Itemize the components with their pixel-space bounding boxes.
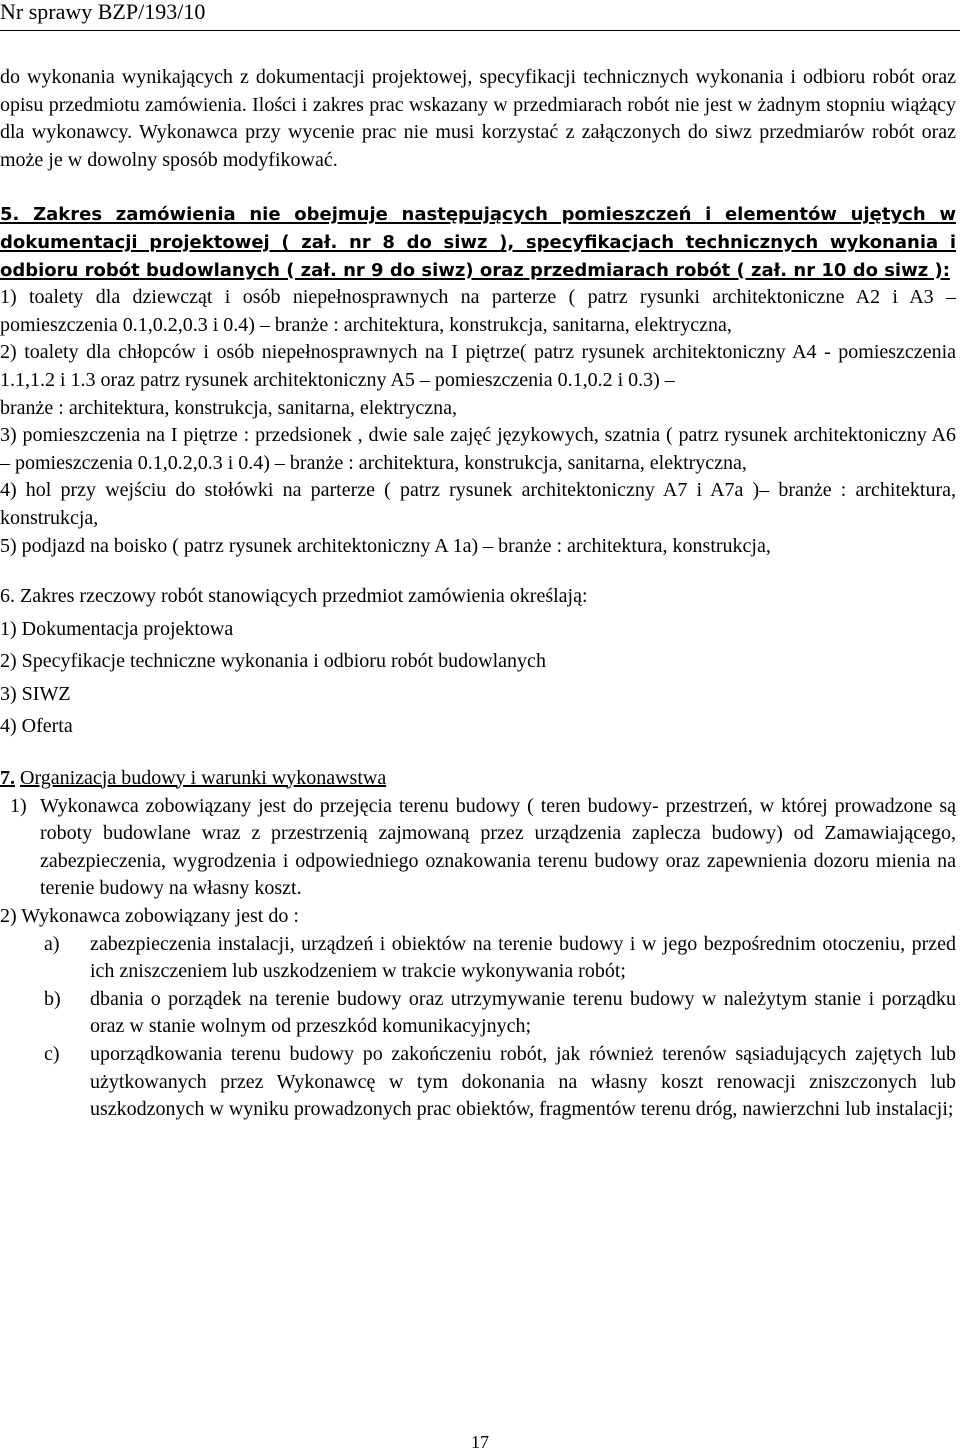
subitem-key: b) — [44, 987, 61, 1010]
section-7-title: Organizacja budowy i warunki wykonawstwa — [20, 766, 387, 789]
section-5-item: 5) podjazd na boisko ( patrz rysunek architektoniczny A 1a) – branże : architektura, konstrukcja, — [0, 534, 771, 557]
subitem-text: uporządkowania terenu budowy po zakończeniu robót, jak również terenów sąsiadujących zajętych lub użytkowanych przez Wykonawcę w tym dokonania na własny koszt renowacji zniszczonych lub uszkodzonych w wyniku prowadzonych prac obiektów, fragmentów terenu dróg, nawierzchni lub instalacji; — [90, 1042, 956, 1121]
section-5-item: 4) hol przy wejściu do stołówki na parterze ( patrz rysunek architektoniczny A7 i A7a )– branże : architektura, konstrukcja, — [0, 479, 956, 529]
subitem-text: zabezpieczenia instalacji, urządzeń i obiektów na terenie budowy i w jego bezpośrednim otoczeniu, przed ich zniszczeniem lub uszkodzeniem w trakcie wykonywania robót; — [90, 932, 956, 983]
intro-paragraph: do wykonania wynikających z dokumentacji projektowej, specyfikacji technicznych wykonania i odbioru robót oraz opisu przedmiotu zamówienia. Ilości i zakres prac wskazany w przedmiarach robót nie jest w żadnym stopniu wiążący dla wykonawcy. Wykonawca przy wycenie prac nie musi korzystać z załączonych do siwz przedmiarów robót oraz może je w dowolny sposób modyfikować. — [0, 66, 956, 171]
section-6-item: 3) SIWZ — [0, 682, 71, 705]
section-5-item: 3) pomieszczenia na I piętrze : przedsionek , dwie sale zajęć językowych, szatnia ( patrz rysunek architektoniczny A6 – pomieszczenia 0.1,0.2,0.3 i 0.4) – branże : architektura, konstrukcja, sanitarna, elektryczna, — [0, 424, 956, 474]
section-7-item-1 — [0, 793, 956, 903]
subitem-key: a) — [44, 932, 60, 955]
section-6 — [0, 580, 956, 743]
page-number: 17 — [471, 1432, 489, 1452]
section-7-number: 7. — [0, 766, 15, 789]
subitem-key: c) — [44, 1042, 60, 1065]
section-6-item: 1) Dokumentacja projektowa — [0, 617, 234, 640]
section-6-heading: 6. Zakres rzeczowy robót stanowiących przedmiot zamówienia określają: — [0, 585, 588, 608]
case-number-header: Nr sprawy BZP/193/10 — [0, 0, 206, 24]
section-5-heading: 5. Zakres zamówienia nie obejmuje następujących pomieszczeń i elementów ujętych w dokumentacji projektowej ( zał. nr 8 do siwz ), specyfikacjach technicznych wykonania i odbioru robót budowlanych ( zał. nr 9 do siwz) oraz przedmiarach robót ( zał. nr 10 do siwz ): — [0, 204, 956, 281]
section-6-item: 2) Specyfikacje techniczne wykonania i odbioru robót budowlanych — [0, 650, 546, 673]
section-6-item: 4) Oferta — [0, 715, 73, 738]
item-text: Wykonawca zobowiązany jest do przejęcia terenu budowy ( teren budowy- przestrzeń, w której prowadzone są roboty budowlane wraz z przestrzenią zajmowaną przez urządzenia zaplecza budowy) od Zamawiającego, zabezpieczenia, wygrodzenia i odpowiedniego oznakowania terenu budowy oraz zapewnienia dozoru mienia na terenie budowy na własny koszt. — [40, 794, 956, 900]
section-7-item-2: 2) Wykonawca zobowiązany jest do : — [0, 904, 299, 927]
section-7-subitem — [0, 1041, 956, 1124]
item-number: 1) — [10, 794, 27, 817]
section-7-heading — [0, 763, 956, 793]
document-body — [0, 64, 956, 1124]
section-5-item: 2) toalety dla chłopców i osób niepełnosprawnych na I piętrze( patrz rysunek architektoniczny A4 - pomieszczenia 1.1,1.2 i 1.3 oraz patrz rysunek architektoniczny A5 – pomieszczenia 0.1,0.2 i 0.3) – — [0, 341, 956, 391]
section-5-item: branże : architektura, konstrukcja, sanitarna, elektryczna, — [0, 396, 458, 419]
section-7-subitem — [0, 986, 956, 1041]
header-divider — [0, 30, 960, 31]
section-7-subitem — [0, 931, 956, 986]
subitem-text: dbania o porządek na terenie budowy oraz utrzymywanie terenu budowy w należytym stanie i porządku oraz w stanie wolnym od przeszkód komunikacyjnych; — [90, 987, 956, 1038]
section-5-item: 1) toalety dla dziewcząt i osób niepełnosprawnych na parterze ( patrz rysunki architektoniczne A2 i A3 – pomieszczenia 0.1,0.2,0.3 i 0.4) – branże : architektura, konstrukcja, sanitarna, elektryczna, — [0, 286, 956, 336]
